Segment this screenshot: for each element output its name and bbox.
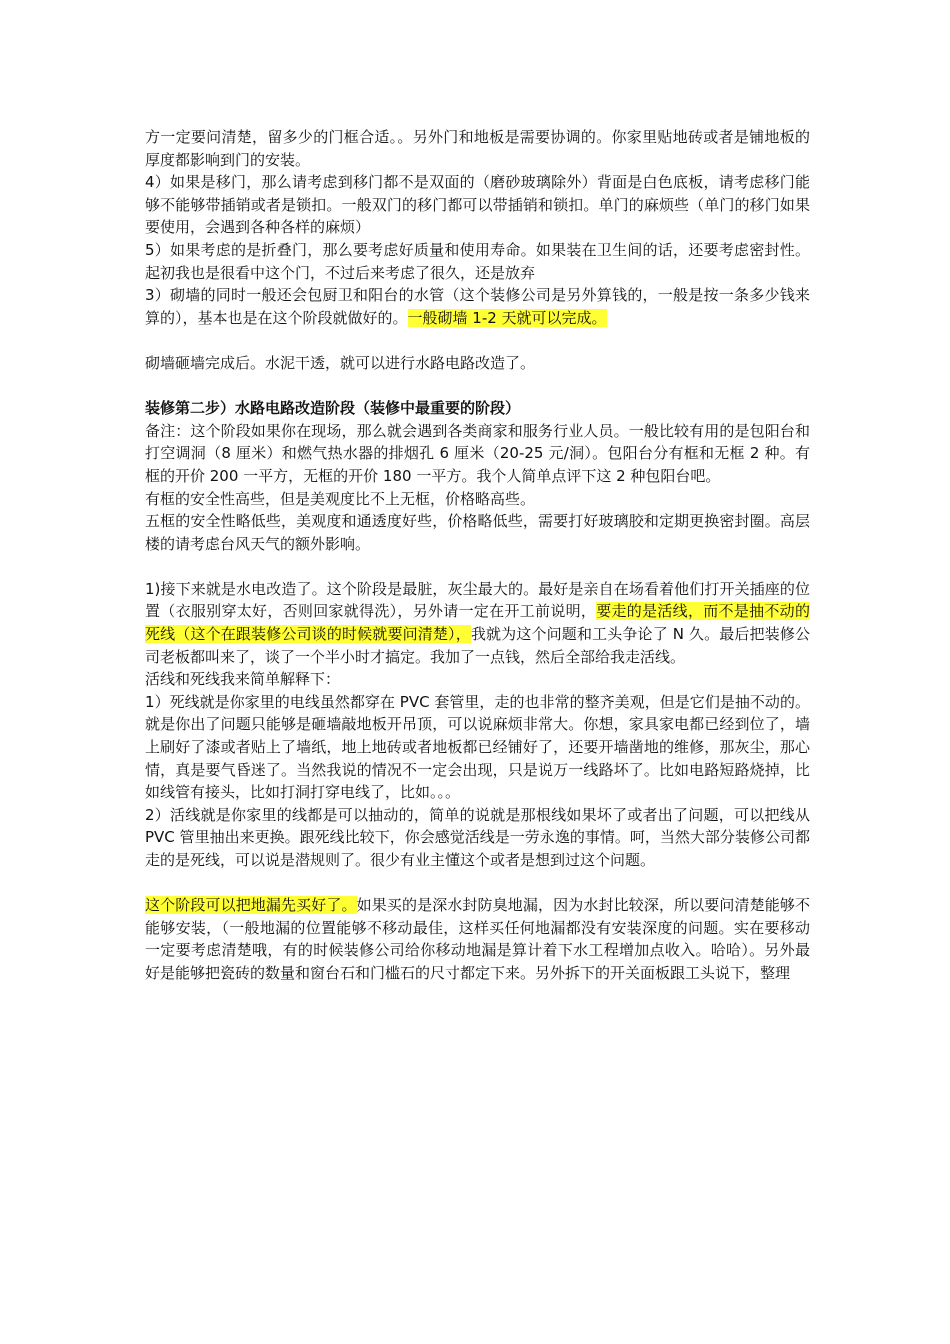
paragraph-text: 如果买的是深水封防臭地漏，因为水封比较深，所以要问清楚能够不能够安装，（一般地漏的位置能够不移动最佳，这样买任何地漏都没有安装深度的问题。实在要移动一定要考虑清楚哦，有的时候装修公司给你移动地漏是算计着下水工程增加点收入。哈哈）。另外最好是能够把瓷砖的数量和窗台石和门槛石的尺寸都定下来。另外拆下的开关面板跟工头说下，整理: [145, 896, 810, 982]
paragraph-water-pipes: [145, 284, 810, 329]
paragraph-floor-drain: [145, 894, 810, 984]
paragraph-folding-door: 5）如果考虑的是折叠门，那么要考虑好质量和使用寿命。如果装在卫生间的话，还要考虑密封性。起初我也是很看中这个门，不过后来考虑了很久，还是放弃: [145, 240, 810, 282]
paragraph-text: 3）砌墙的同时一般还会包厨卫和阳台的水管（这个装修公司是另外算钱的，一般是按一条多少钱来算的），基本也是在这个阶段就做好的。: [145, 286, 810, 327]
paragraph-text: 我就为这个问题和工头争论了 N 久。最后把装修公司老板都叫来了，谈了一个半小时才搞定。我加了一点钱，然后全部给我走活线。: [145, 625, 810, 666]
highlighted-text: 要走的是活线，而不是抽不动的死线（这个在跟装修公司谈的时候就要问清楚），: [145, 602, 810, 644]
paragraph-note: 备注：这个阶段如果你在现场，那么就会遇到各类商家和服务行业人员。一般比较有用的是包阳台和打空调洞（8 厘米）和燃气热水器的排烟孔 6 厘米（20-25 元/洞）。包阳台分有框和无框 2 种。有框的开价 200 一平方，无框的开价 180 一平方。我个人简单点评下这 2 种包阳台吧。: [145, 421, 810, 485]
paragraph-plumbing: [145, 578, 810, 668]
paragraph-dead-wires: 1）死线就是你家里的电线虽然都穿在 PVC 套管里，走的也非常的整齐美观，但是它们是抽不动的。就是你出了问题只能够是砸墙敲地板开吊顶，可以说麻烦非常大。你想，家具家电都已经到位了，墙上刷好了漆或者贴上了墙纸，地上地砖或者地板都已经铺好了，还要开墙凿地的维修，那灰尘，那心情，真是要气昏迷了。当然我说的情况不一定会出现，只是说万一线路坏了。比如电路短路烧掉，比如线管有接头，比如打洞打穿电线了，比如。。。: [145, 692, 810, 802]
paragraph-sliding-door: 4）如果是移门，那么请考虑到移门都不是双面的（磨砂玻璃除外）背面是白色底板，请考虑移门能够不能够带插销或者是锁扣。一般双门的移门都可以带插销和锁扣。单门的麻烦些（单门的移门如果要使用，会遇到各种各样的麻烦）: [145, 173, 810, 237]
highlighted-text: 一般砌墙 1-2 天就可以完成。: [407, 308, 607, 327]
section-heading: 装修第二步）水路电路改造阶段（装修中最重要的阶段）: [145, 399, 521, 418]
paragraph-door-frame: 方一定要问清楚，留多少的门框合适。。另外门和地板是需要协调的。你家里贴地砖或者是铺地板的厚度都影响到门的安装。: [145, 128, 810, 169]
document-page: [145, 126, 810, 985]
paragraph-text: 1)接下来就是水电改造了。这个阶段是最脏，灰尘最大的。最好是亲自在场看着他们打开关插座的位置（衣服别穿太好，否则回家就得洗），另外请一定在开工前说明，: [145, 579, 810, 621]
paragraph-wires-intro: 活线和死线我来简单解释下：: [145, 670, 341, 689]
paragraph-framed: 有框的安全性高些，但是美观度比不上无框，价格略高些。: [145, 489, 536, 508]
paragraph-after-wall: 砌墙砸墙完成后。水泥干透，就可以进行水路电路改造了。: [145, 353, 536, 372]
paragraph-frameless: 五框的安全性略低些，美观度和通透度好些，价格略低些，需要打好玻璃胶和定期更换密封圈。高层楼的请考虑台风天气的额外影响。: [145, 512, 810, 553]
highlighted-text: 这个阶段可以把地漏先买好了。: [145, 896, 357, 915]
paragraph-live-wires: 2）活线就是你家里的线都是可以抽动的，简单的说就是那根线如果坏了或者出了问题，可以把线从 PVC 管里抽出来更换。跟死线比较下，你会感觉活线是一劳永逸的事情。呵，当然大部分装修公司都走的是死线，可以说是潜规则了。很少有业主懂这个或者是想到过这个问题。: [145, 805, 810, 869]
